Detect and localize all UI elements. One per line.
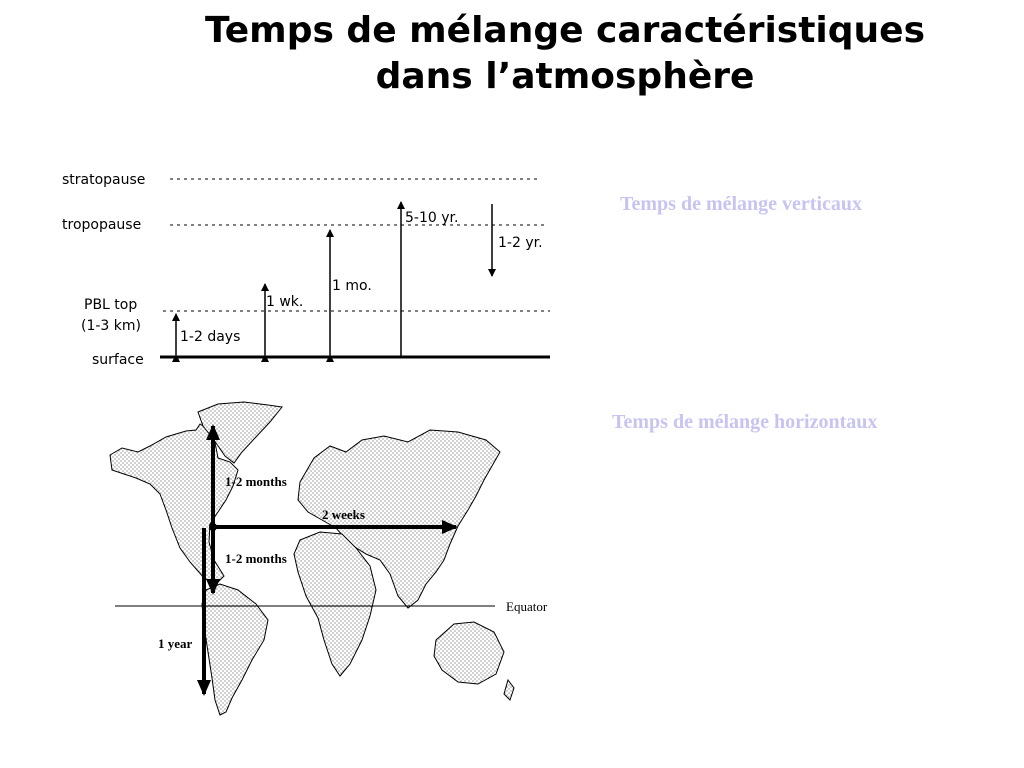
week-time-label: 1 wk. [266,294,304,310]
new-zealand-shape [504,680,514,700]
north-mixing-label: 1-2 months [225,474,287,489]
vertical-mixing-caption: Temps de mélange verticaux [620,193,863,215]
month-time-label: 1 mo. [332,278,372,294]
horizontal-mixing-caption: Temps de mélange horizontaux [612,411,878,433]
south-mixing-label: 1-2 months [225,551,287,566]
strat-down-time-label: 1-2 yr. [498,235,543,251]
slide-title-line1: Temps de mélange caractéristiques [204,10,926,51]
surface-label: surface [92,352,144,368]
pbl-range-label: (1-3 km) [81,318,141,334]
equator-label: Equator [506,599,548,614]
slide-title-line2: dans l’atmosphère [375,56,755,97]
east-mixing-label: 2 weeks [322,507,365,522]
pbl-time-label: 1-2 days [180,329,241,345]
strat-up-time-label: 5-10 yr. [405,210,459,226]
tropopause-label: tropopause [62,217,142,233]
world-map [110,402,548,715]
africa-shape [294,532,376,676]
south-america-shape [202,584,268,715]
interhemispheric-label: 1 year [158,636,193,651]
australia-shape [434,622,504,684]
vertical-mixing-diagram [62,172,550,368]
origin-point [209,523,217,531]
pbl-top-label: PBL top [84,297,138,313]
stratopause-label: stratopause [62,172,146,188]
north-america-shape [110,424,238,584]
